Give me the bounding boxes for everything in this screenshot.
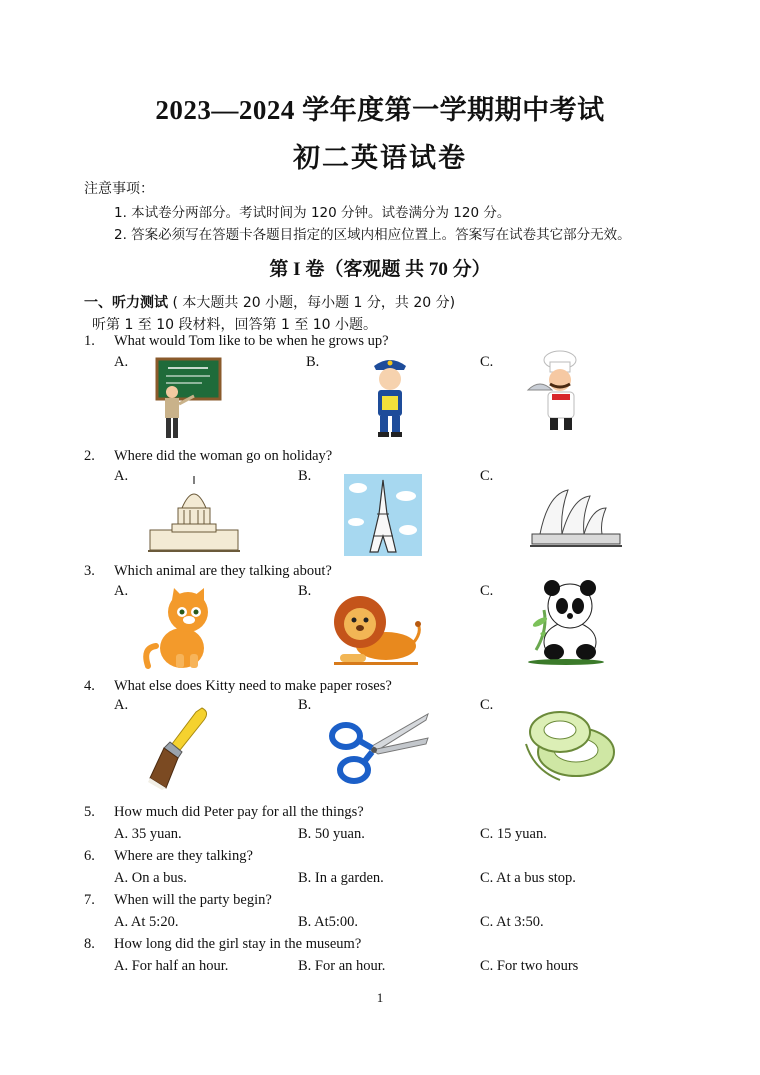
option-b: B. 50 yuan. (298, 826, 365, 842)
question-text: How long did the girl stay in the museum? (114, 936, 362, 952)
question-number: 1. (84, 333, 95, 349)
option-letter: C. (480, 697, 494, 713)
option-b: B. At5:00. (298, 914, 359, 930)
tape-icon (520, 700, 620, 784)
option-letter: B. (298, 583, 312, 599)
note-item-2: 2. 答案必须写在答题卡各题目指定的区域内相应位置上。答案写在试卷其它部分无效。 (114, 227, 631, 243)
option-a: A. 35 yuan. (114, 826, 182, 842)
part-instruction: 听第 1 至 10 段材料，回答第 1 至 10 小题。 (92, 317, 378, 333)
option-letter: C. (480, 468, 494, 484)
option-c: C. At a bus stop. (480, 870, 576, 886)
part-note: ( 本大题共 20 小题，每小题 1 分，共 20 分) (172, 295, 456, 311)
option-letter: A. (114, 468, 129, 484)
paintbrush-icon (146, 706, 212, 790)
question-text: Where are they talking? (114, 848, 253, 864)
option-b: B. In a garden. (298, 870, 384, 886)
question-text: How much did Peter pay for all the things? (114, 804, 364, 820)
option-a: A. On a bus. (114, 870, 187, 886)
question-text: Which animal are they talking about? (114, 563, 332, 579)
option-b: B. For an hour. (298, 958, 386, 974)
question-text: Where did the woman go on holiday? (114, 448, 333, 464)
question-number: 3. (84, 563, 95, 579)
option-letter: B. (298, 697, 312, 713)
cat-icon (142, 588, 220, 670)
capitol-building-icon (146, 474, 242, 554)
question-text: What else does Kitty need to make paper roses? (114, 678, 392, 694)
option-letter: C. (480, 583, 494, 599)
question-number: 7. (84, 892, 95, 908)
option-letter: A. (114, 697, 129, 713)
note-item-1: 1. 本试卷分两部分。考试时间为 120 分钟。试卷满分为 120 分。 (114, 205, 511, 221)
lion-icon (330, 588, 422, 668)
option-letter: B. (298, 468, 312, 484)
option-c: C. At 3:50. (480, 914, 544, 930)
option-a: A. At 5:20. (114, 914, 179, 930)
question-number: 4. (84, 678, 95, 694)
option-letter: A. (114, 583, 129, 599)
scissors-icon (328, 708, 432, 786)
option-letter: C. (480, 354, 494, 370)
opera-house-icon (528, 472, 624, 554)
policeman-icon (368, 352, 412, 438)
page-number: 1 (376, 990, 384, 1005)
chef-icon (524, 350, 592, 434)
question-text: What would Tom like to be when he grows up? (114, 333, 389, 349)
question-number: 5. (84, 804, 95, 820)
option-letter: B. (306, 354, 320, 370)
exam-subtitle: 初二英语试卷 (293, 143, 467, 173)
option-c: C. 15 yuan. (480, 826, 547, 842)
part-heading (84, 292, 455, 312)
section-title: 第 I 卷（客观题 共 70 分） (269, 259, 491, 280)
option-a: A. For half an hour. (114, 958, 229, 974)
question-number: 6. (84, 848, 95, 864)
eiffel-tower-icon (344, 474, 422, 556)
notes-heading: 注意事项： (84, 181, 154, 197)
question-number: 8. (84, 936, 95, 952)
teacher-icon (150, 356, 226, 442)
option-letter: A. (114, 354, 129, 370)
option-c: C. For two hours (480, 958, 579, 974)
question-number: 2. (84, 448, 95, 464)
part-title: 一、听力测试 (84, 295, 168, 311)
exam-title: 2023—2024 学年度第一学期期中考试 (155, 95, 605, 125)
question-text: When will the party begin? (114, 892, 272, 908)
panda-icon (526, 580, 606, 666)
